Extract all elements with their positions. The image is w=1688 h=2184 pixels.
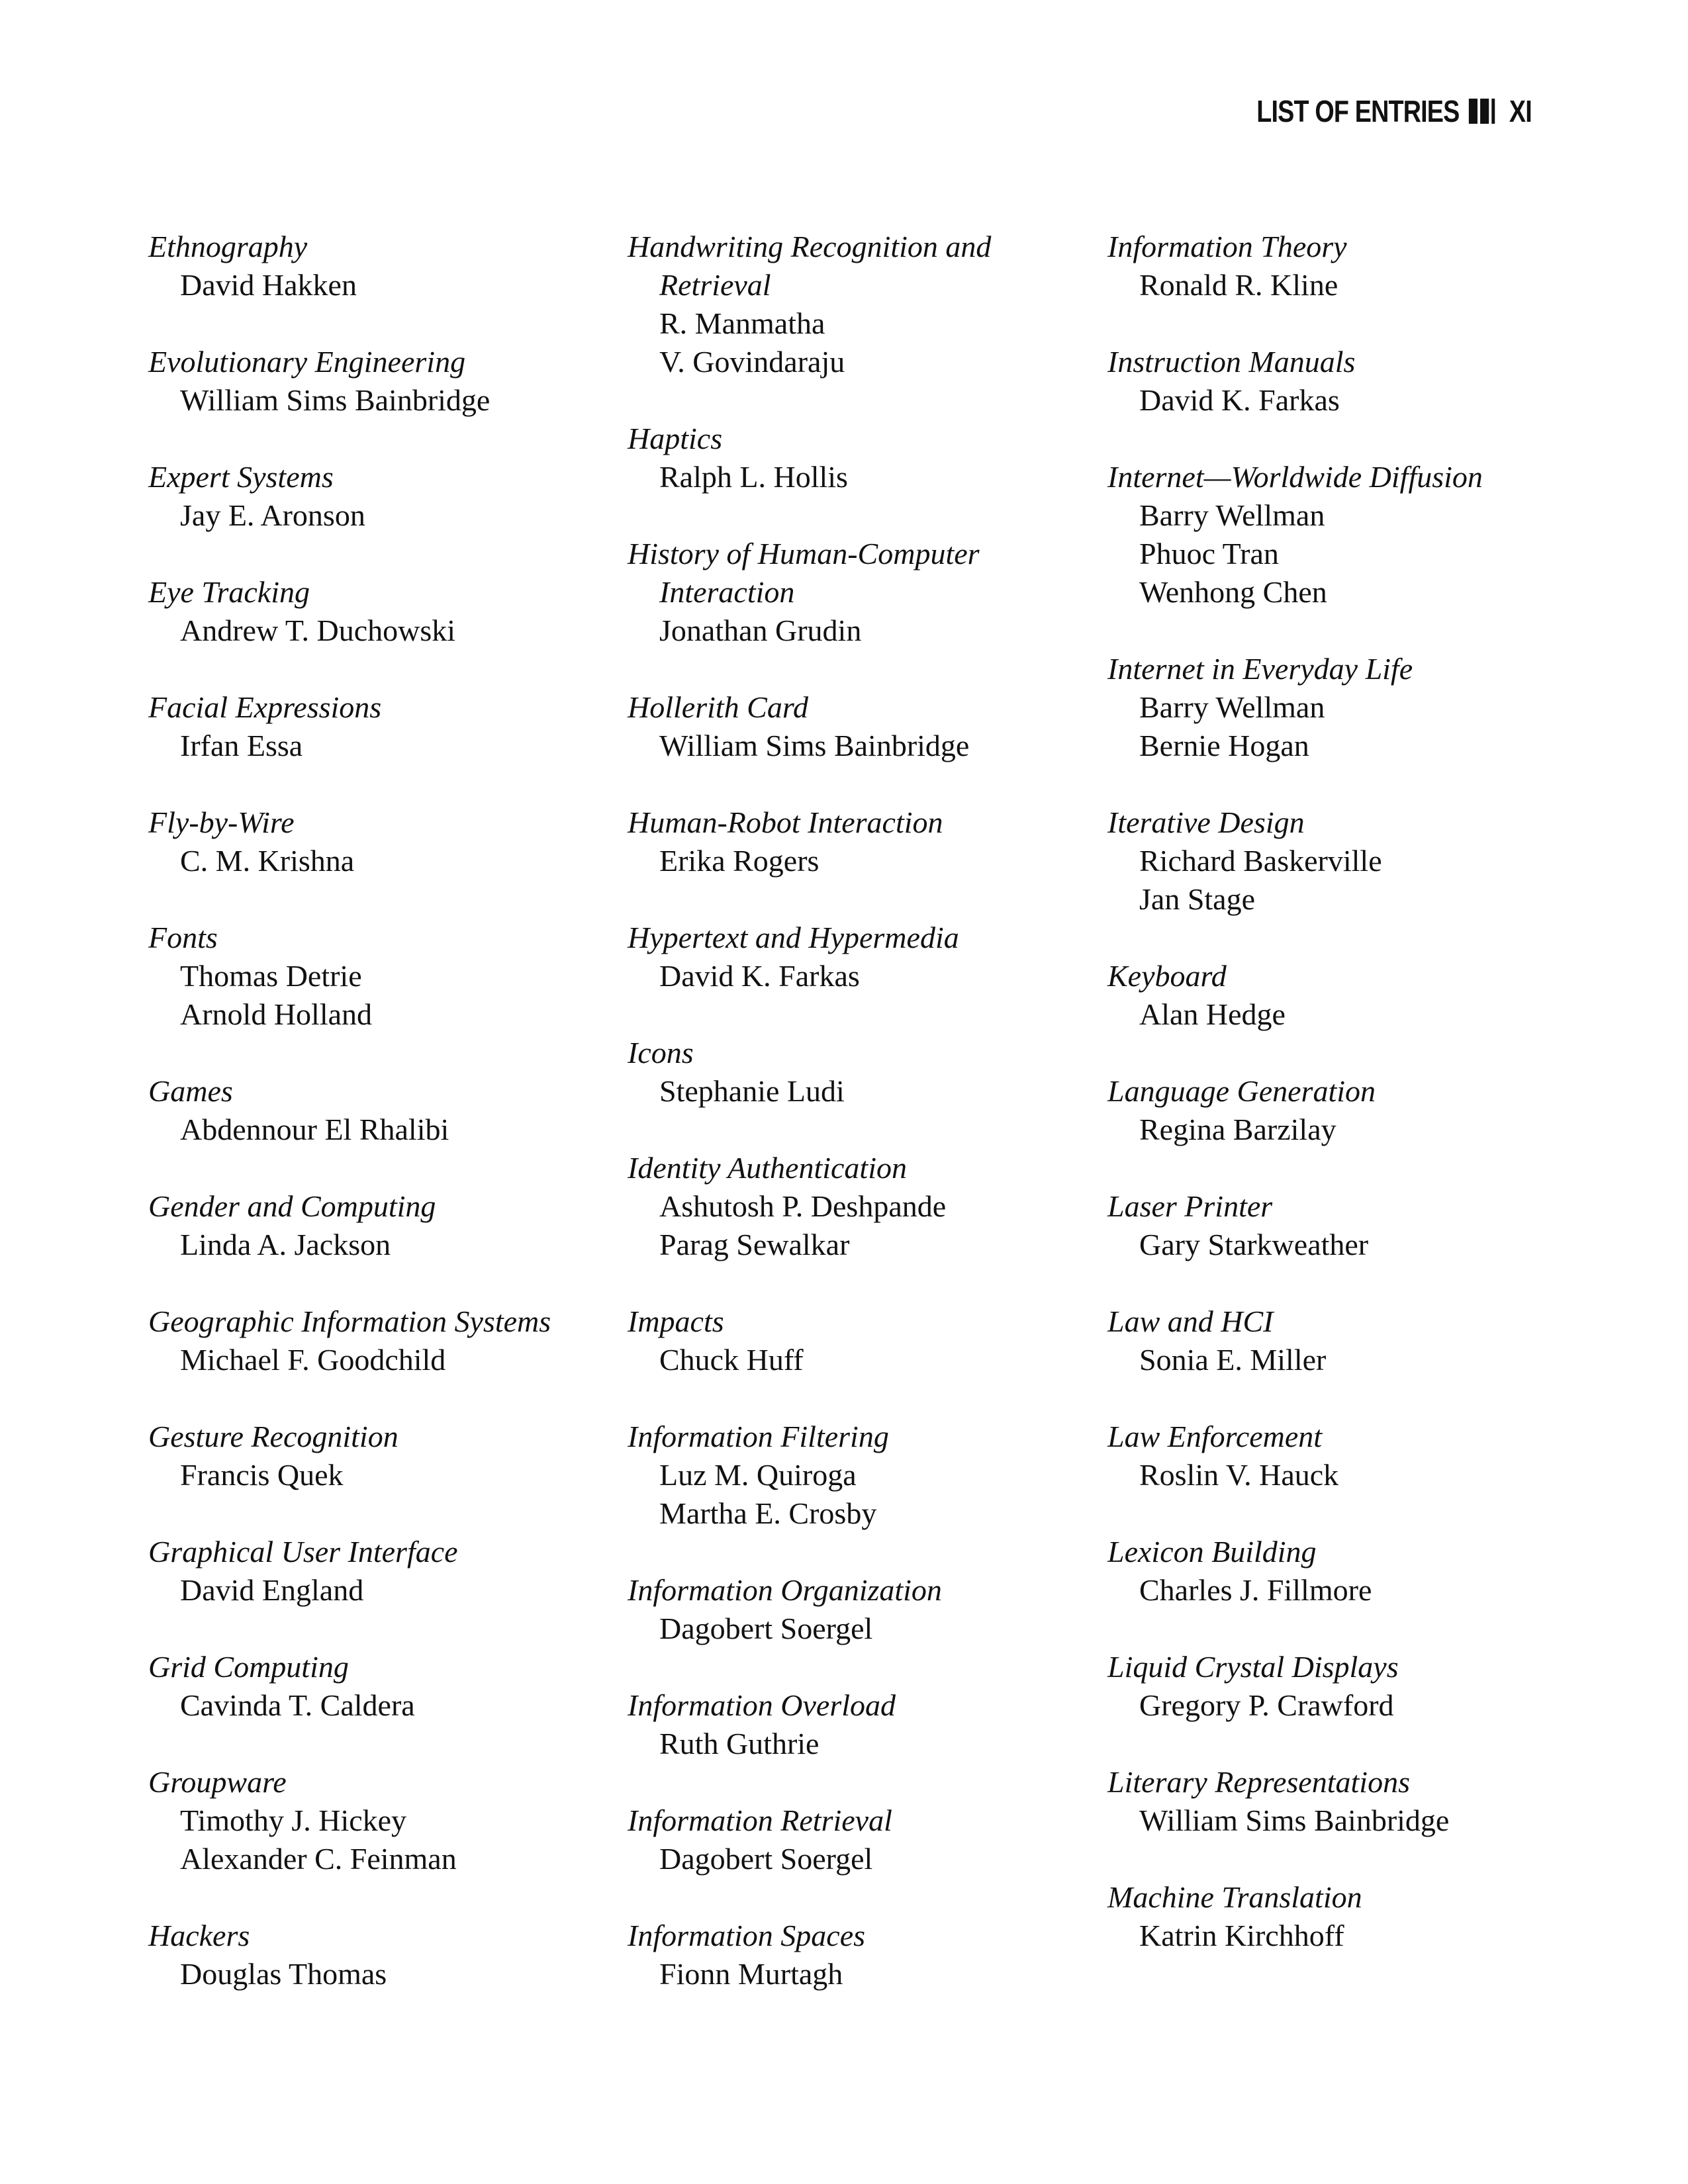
entry: [1107, 228, 1571, 304]
entry-author: Arnold Holland: [180, 997, 373, 1031]
entry-author: Roslin V. Hauck: [1139, 1458, 1339, 1492]
entry: [148, 1418, 612, 1494]
entry-author: Ruth Guthrie: [659, 1727, 820, 1760]
entry-title: Machine Translation: [1107, 1880, 1362, 1914]
entry: [148, 688, 612, 765]
entry-author: Dagobert Soergel: [659, 1612, 873, 1645]
entry: [628, 1571, 1091, 1648]
entry-title: Fonts: [148, 921, 218, 954]
entry-title: Grid Computing: [148, 1650, 349, 1684]
entry-title: Identity Authentication: [628, 1151, 907, 1185]
entry-author: Regina Barzilay: [1139, 1113, 1336, 1146]
entry-author: Ashutosh P. Deshpande: [659, 1189, 947, 1223]
entry: [148, 1533, 612, 1610]
entry-title: Literary Representations: [1107, 1765, 1410, 1799]
entry: [628, 1801, 1091, 1878]
entry-title: History of Human-Computer Interaction: [628, 537, 980, 609]
entry: [1107, 1648, 1571, 1725]
entry: [628, 919, 1091, 995]
entry: [1107, 957, 1571, 1034]
entry-title: Geographic Information Systems: [148, 1304, 551, 1338]
entry-author: William Sims Bainbridge: [180, 383, 491, 417]
entry-author: Charles J. Fillmore: [1139, 1573, 1372, 1607]
entry: [628, 1302, 1091, 1379]
entry-author: David England: [180, 1573, 364, 1607]
entry-author: Erika Rogers: [659, 844, 820, 878]
entry: [148, 1072, 612, 1149]
entry-title: Evolutionary Engineering: [148, 345, 466, 379]
page-number: XI: [1509, 94, 1532, 128]
running-head-title: LIST OF ENTRIES: [1256, 94, 1460, 128]
entry-title: Liquid Crystal Displays: [1107, 1650, 1399, 1684]
entry: [628, 1149, 1091, 1264]
entry-author: Alexander C. Feinman: [180, 1842, 457, 1876]
entry-title: Information Filtering: [628, 1420, 889, 1453]
entry-title: Internet in Everyday Life: [1107, 652, 1413, 686]
entry-title: Instruction Manuals: [1107, 345, 1356, 379]
entry-author: Andrew T. Duchowski: [180, 614, 456, 647]
entry-title: Impacts: [628, 1304, 724, 1338]
entry-author: David Hakken: [180, 268, 357, 302]
entry-author: Cavinda T. Caldera: [180, 1688, 415, 1722]
entry: [148, 1648, 612, 1725]
entry: [1107, 1418, 1571, 1494]
entry: [148, 919, 612, 1034]
entry: [1107, 1187, 1571, 1264]
entry: [1107, 803, 1571, 919]
entry-author: Jonathan Grudin: [659, 614, 862, 647]
entry-author: Katrin Kirchhoff: [1139, 1919, 1344, 1952]
entry-author: William Sims Bainbridge: [1139, 1803, 1450, 1837]
entry: [1107, 1763, 1571, 1840]
entry-title: Internet—Worldwide Diffusion: [1107, 460, 1483, 494]
entry: [628, 228, 1091, 381]
entry-title: Haptics: [628, 422, 723, 455]
entry-author: Stephanie Ludi: [659, 1074, 845, 1108]
entry-title: Games: [148, 1074, 233, 1108]
entry-author: V. Govindaraju: [659, 345, 845, 379]
entry-author: Phuoc Tran: [1139, 537, 1279, 570]
entry-title: Hollerith Card: [628, 690, 809, 724]
entry-author: Linda A. Jackson: [180, 1228, 391, 1261]
entry-author: Timothy J. Hickey: [180, 1803, 407, 1837]
entry-title: Facial Expressions: [148, 690, 382, 724]
entry-author: C. M. Krishna: [180, 844, 355, 878]
entry-title: Language Generation: [1107, 1074, 1376, 1108]
entry: [1107, 458, 1571, 612]
entry-author: Gregory P. Crawford: [1139, 1688, 1394, 1722]
entry-author: Sonia E. Miller: [1139, 1343, 1327, 1377]
entry: [1107, 1533, 1571, 1610]
entry: [148, 458, 612, 535]
entry-author: R. Manmatha: [659, 306, 825, 340]
entry-author: Fionn Murtagh: [659, 1957, 843, 1991]
entry: [148, 1763, 612, 1878]
entry-title: Gesture Recognition: [148, 1420, 399, 1453]
entry-title: Laser Printer: [1107, 1189, 1273, 1223]
entry-author: Gary Starkweather: [1139, 1228, 1369, 1261]
entry-author: Ralph L. Hollis: [659, 460, 848, 494]
entry-author: Jay E. Aronson: [180, 498, 365, 532]
entry: [1107, 650, 1571, 765]
entry-author: Martha E. Crosby: [659, 1496, 877, 1530]
entry-author: Barry Wellman: [1139, 498, 1325, 532]
entry: [1107, 1072, 1571, 1149]
entry-author: Luz M. Quiroga: [659, 1458, 857, 1492]
entries-column-3: [1107, 228, 1571, 1993]
entry-title: Information Retrieval: [628, 1803, 892, 1837]
entries-column-1: [148, 228, 612, 2032]
entry-author: Bernie Hogan: [1139, 729, 1309, 762]
entry: [1107, 343, 1571, 420]
entry: [148, 1917, 612, 1993]
entry-author: David K. Farkas: [659, 959, 860, 993]
entry: [148, 573, 612, 650]
entry-title: Information Spaces: [628, 1919, 866, 1952]
entry: [148, 343, 612, 420]
running-head-bar-ornament: [1469, 99, 1495, 124]
entry-author: Dagobert Soergel: [659, 1842, 873, 1876]
entry-author: Michael F. Goodchild: [180, 1343, 446, 1377]
entries-column-2: [628, 228, 1091, 2032]
entry: [628, 1686, 1091, 1763]
entry-title: Eye Tracking: [148, 575, 310, 609]
running-head: [1256, 91, 1532, 131]
entry-title: Iterative Design: [1107, 805, 1305, 839]
entry-title: Graphical User Interface: [148, 1535, 458, 1569]
entry-title: Expert Systems: [148, 460, 334, 494]
entry-title: Information Organization: [628, 1573, 942, 1607]
entry-author: Abdennour El Rhalibi: [180, 1113, 449, 1146]
entry-author: Barry Wellman: [1139, 690, 1325, 724]
entry-title: Groupware: [148, 1765, 287, 1799]
entry-author: Wenhong Chen: [1139, 575, 1327, 609]
entry-title: Keyboard: [1107, 959, 1227, 993]
entry-author: Richard Baskerville: [1139, 844, 1382, 878]
entry-author: David K. Farkas: [1139, 383, 1340, 417]
entry-author: Alan Hedge: [1139, 997, 1286, 1031]
entry-author: Irfan Essa: [180, 729, 303, 762]
entry: [628, 535, 1091, 650]
entry-title: Law Enforcement: [1107, 1420, 1323, 1453]
entry-title: Handwriting Recognition and Retrieval: [628, 230, 992, 302]
entry-title: Gender and Computing: [148, 1189, 436, 1223]
entry-title: Information Theory: [1107, 230, 1347, 263]
entry: [628, 1917, 1091, 1993]
entry-title: Fly-by-Wire: [148, 805, 295, 839]
entry-title: Human-Robot Interaction: [628, 805, 943, 839]
entry-title: Hypertext and Hypermedia: [628, 921, 959, 954]
entry-author: Francis Quek: [180, 1458, 344, 1492]
entry-title: Lexicon Building: [1107, 1535, 1317, 1569]
entry: [628, 803, 1091, 880]
entry-title: Ethnography: [148, 230, 308, 263]
entry: [148, 803, 612, 880]
entry-title: Hackers: [148, 1919, 250, 1952]
entry-author: Jan Stage: [1139, 882, 1256, 916]
entry: [148, 1187, 612, 1264]
entry: [628, 420, 1091, 496]
entry-title: Information Overload: [628, 1688, 896, 1722]
entry: [148, 1302, 612, 1379]
entry: [628, 1034, 1091, 1111]
entry: [1107, 1302, 1571, 1379]
entry: [628, 688, 1091, 765]
entry-author: William Sims Bainbridge: [659, 729, 970, 762]
entry: [1107, 1878, 1571, 1955]
entry-title: Icons: [628, 1036, 694, 1069]
entry-author: Parag Sewalkar: [659, 1228, 850, 1261]
entry-author: Douglas Thomas: [180, 1957, 387, 1991]
entry-author: Ronald R. Kline: [1139, 268, 1338, 302]
entry-author: Chuck Huff: [659, 1343, 804, 1377]
entry: [148, 228, 612, 304]
entry-title: Law and HCI: [1107, 1304, 1274, 1338]
entry: [628, 1418, 1091, 1533]
entry-author: Thomas Detrie: [180, 959, 362, 993]
